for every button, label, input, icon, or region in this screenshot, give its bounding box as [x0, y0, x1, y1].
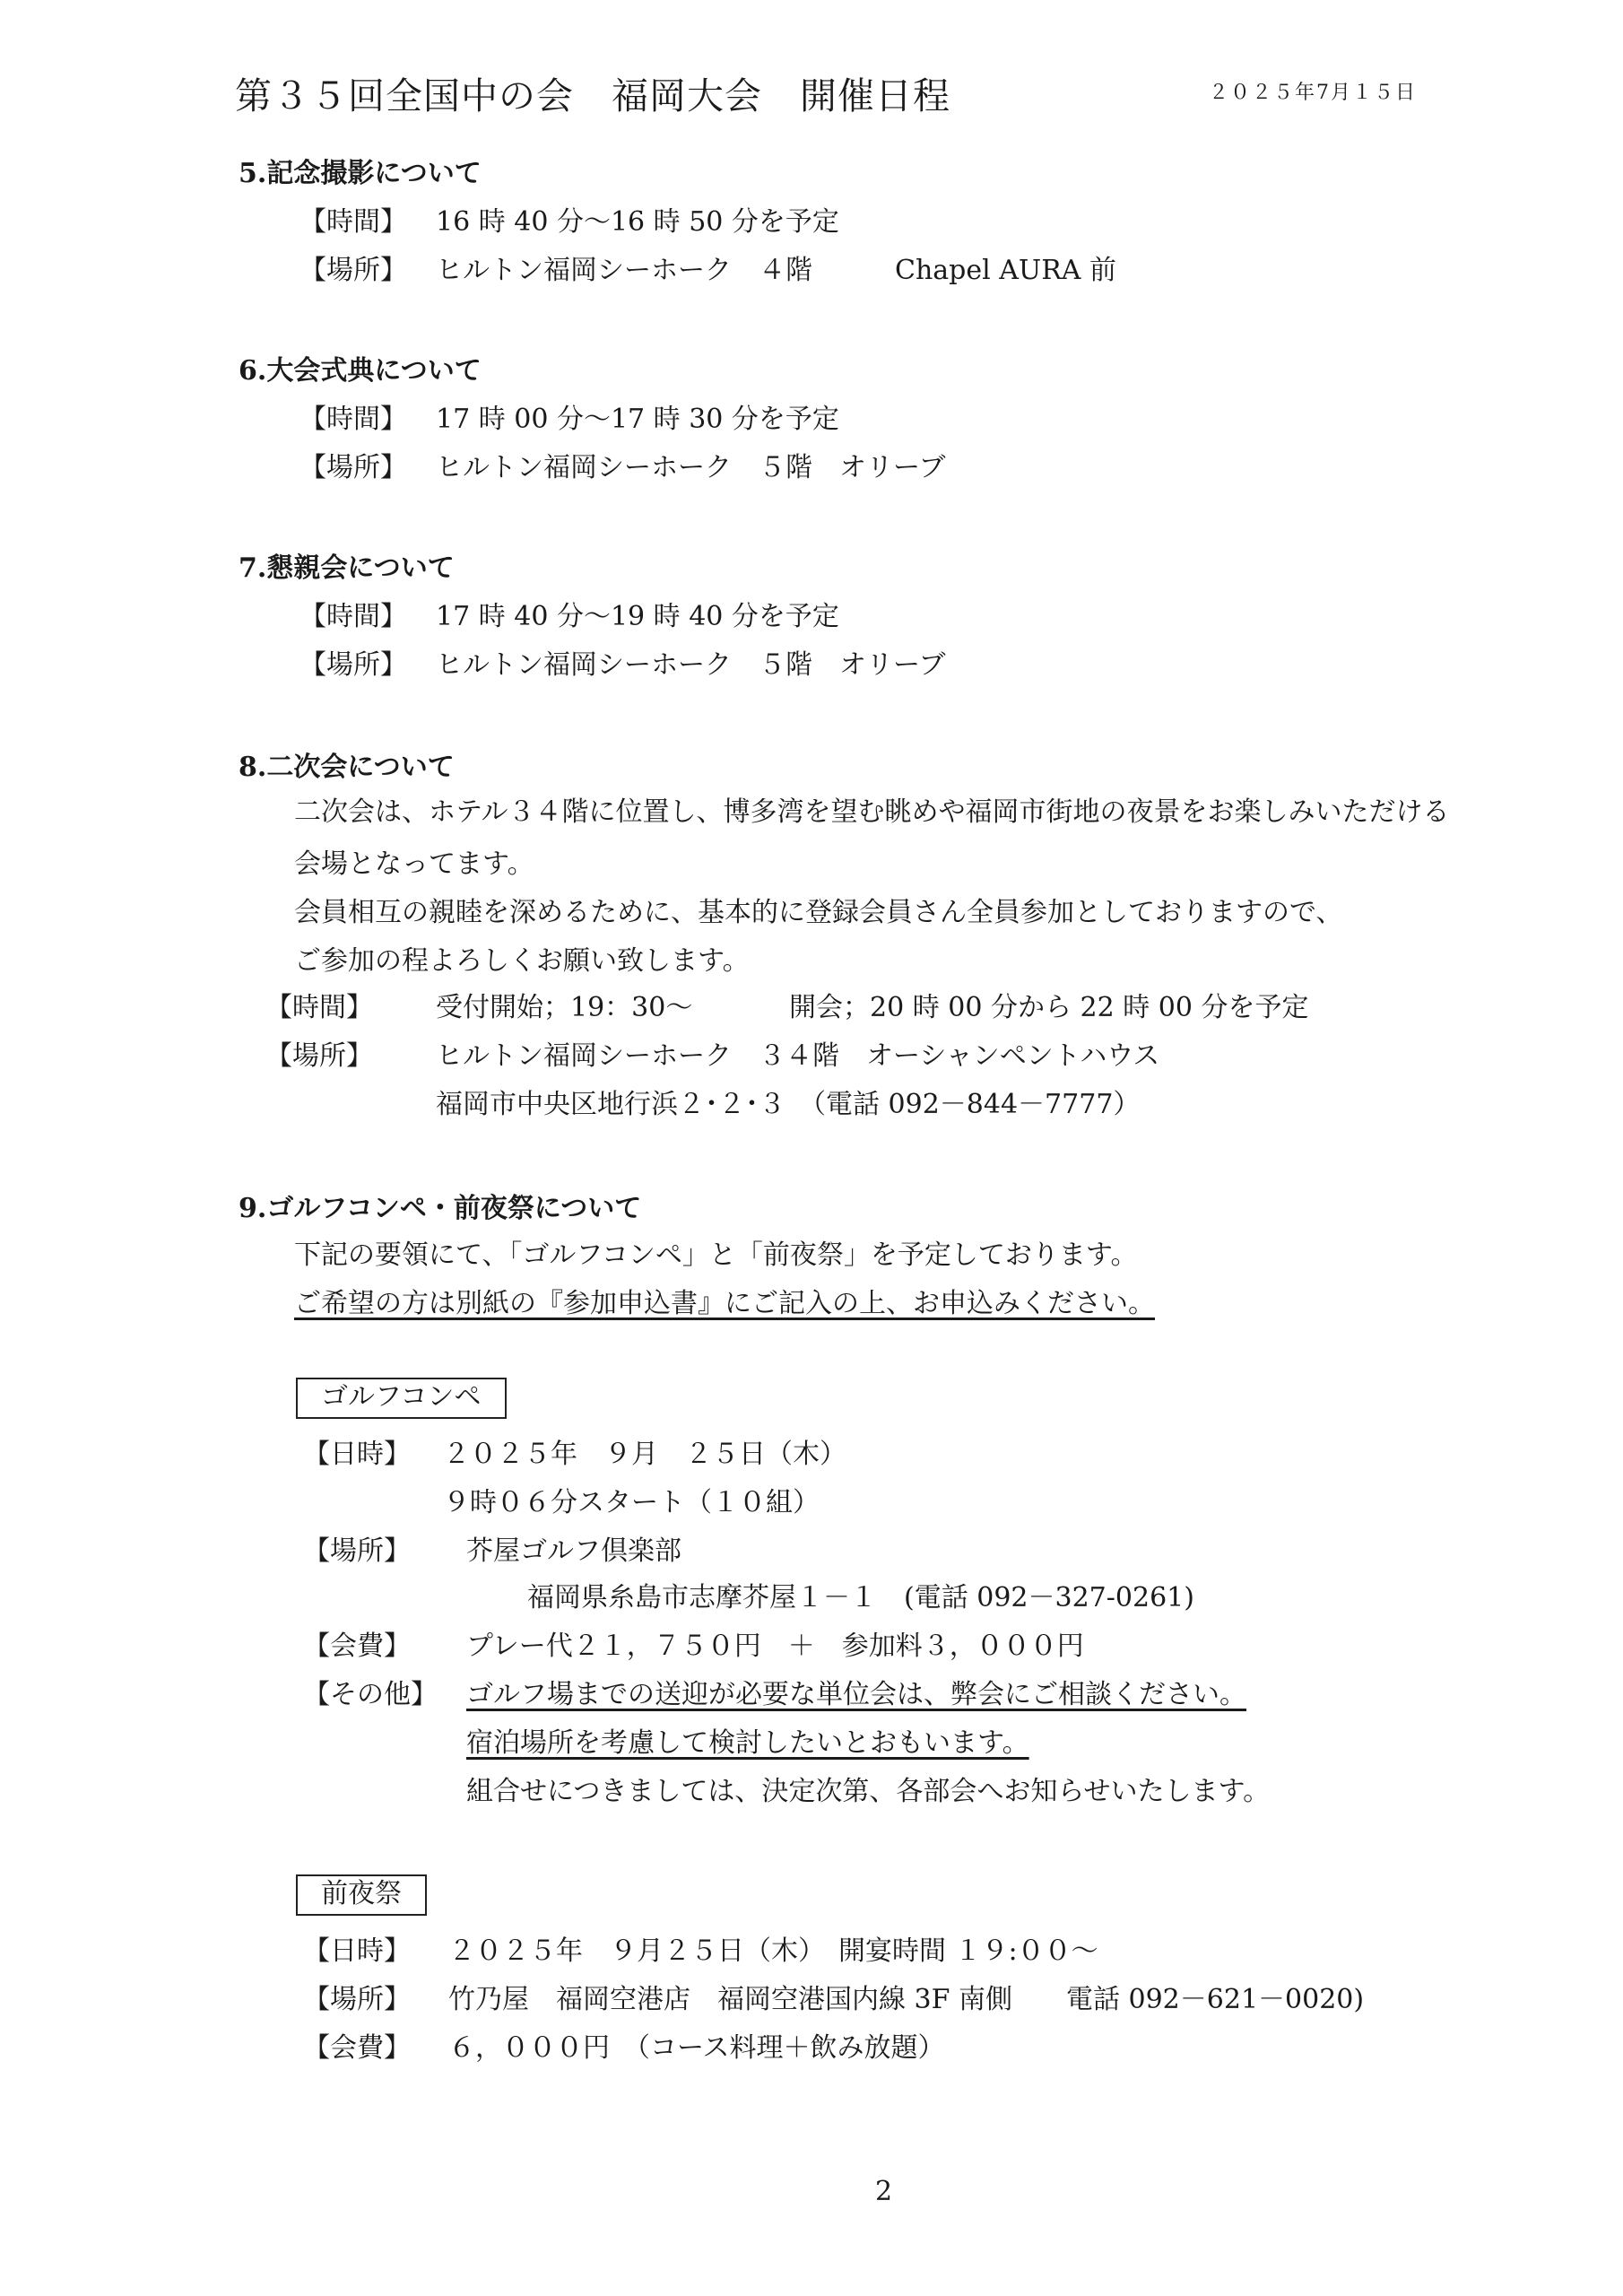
s8-address: 福岡市中央区地行浜２･２･３ （電話 092－844－7777）	[436, 1089, 1141, 1120]
golf-other-line-2: 宿泊場所を考慮して検討したいとおもいます。	[466, 1727, 1029, 1759]
s8-paragraph-line-2: 会場となってます。	[294, 848, 534, 880]
s8-paragraph-line-4: ご参加の程よろしくお願い致します。	[294, 945, 750, 977]
s5-time-label: 【時間】	[299, 206, 407, 238]
eve-party-box: 前夜祭	[296, 1874, 427, 1916]
document-title: 第３５回全国中の会 福岡大会 開催日程	[235, 74, 950, 117]
golf-date-label: 【日時】	[303, 1439, 411, 1470]
s7-place: ヒルトン福岡シーホーク ５階 オリーブ	[436, 649, 946, 681]
s7-place-label: 【場所】	[299, 649, 407, 681]
document-date: ２０２５年7月１５日	[1209, 82, 1417, 104]
section-6-heading: 6.大会式典について	[239, 355, 482, 387]
eve-date: ２０２５年 ９月２５日（木） 開宴時間 １９:００～	[448, 1935, 1098, 1967]
eve-place: 竹乃屋 福岡空港店 福岡空港国内線 3F 南側 電話 092－621－0020)	[448, 1984, 1365, 2015]
section-8-heading: 8.二次会について	[239, 752, 455, 783]
s5-place-label: 【場所】	[299, 255, 407, 286]
golf-fee: プレー代２１，７５０円 ＋ 参加料３，０００円	[466, 1631, 1084, 1662]
golf-compe-box: ゴルフコンペ	[296, 1378, 507, 1419]
eve-place-label: 【場所】	[303, 1984, 411, 2015]
section-5-heading: 5.記念撮影について	[239, 158, 482, 189]
golf-start: ９時０６分スタート（１０組）	[443, 1487, 820, 1518]
page-number: 2	[875, 2176, 893, 2207]
s8-time-reception: 受付開始；19：30～	[436, 992, 693, 1023]
s6-time: 17 時 00 分～17 時 30 分を予定	[436, 404, 839, 435]
eve-fee: ６，０００円 （コース料理＋飲み放題）	[448, 2032, 945, 2064]
golf-date: ２０２５年 ９月 ２５日（木）	[443, 1439, 846, 1470]
s6-place-label: 【場所】	[299, 452, 407, 483]
s6-time-label: 【時間】	[299, 404, 407, 435]
s5-place-room: Chapel AURA 前	[895, 255, 1116, 286]
golf-fee-label: 【会費】	[303, 1631, 411, 1662]
golf-place-label: 【場所】	[303, 1535, 411, 1567]
golf-other-line-3: 組合せにつきましては、決定次第、各部会へお知らせいたします。	[466, 1776, 1271, 1807]
s8-paragraph-line-1: 二次会は、ホテル３４階に位置し、博多湾を望む眺めや福岡市街地の夜景をお楽しみいただける	[294, 796, 1450, 828]
s5-time: 16 時 40 分～16 時 50 分を予定	[436, 206, 839, 238]
s8-place-label: 【場所】	[265, 1040, 373, 1072]
s8-place: ヒルトン福岡シーホーク ３４階 オーシャンペントハウス	[436, 1040, 1160, 1072]
eve-fee-label: 【会費】	[303, 2032, 411, 2064]
golf-address: 福岡県糸島市志摩芥屋１－１ (電話 092－327-0261)	[527, 1582, 1194, 1613]
golf-place: 芥屋ゴルフ倶楽部	[466, 1535, 681, 1567]
section-7-heading: 7.懇親会について	[239, 552, 455, 584]
s8-paragraph-line-3: 会員相互の親睦を深めるために、基本的に登録会員さん全員参加としておりますので、	[294, 897, 1343, 928]
section-9-heading: 9.ゴルフコンペ・前夜祭について	[239, 1193, 642, 1224]
s8-time-opening: 開会；20 時 00 分から 22 時 00 分を予定	[789, 992, 1309, 1023]
s7-time: 17 時 40 分～19 時 40 分を予定	[436, 601, 839, 632]
s7-time-label: 【時間】	[299, 601, 407, 632]
s5-place: ヒルトン福岡シーホーク ４階	[436, 255, 812, 286]
golf-other-line-1: ゴルフ場までの送迎が必要な単位会は、弊会にご相談ください。	[466, 1679, 1246, 1710]
s9-notice: ご希望の方は別紙の『参加申込書』にご記入の上、お申込みください。	[294, 1288, 1155, 1319]
eve-date-label: 【日時】	[303, 1935, 411, 1967]
s6-place: ヒルトン福岡シーホーク ５階 オリーブ	[436, 452, 946, 483]
golf-other-label: 【その他】	[303, 1679, 438, 1710]
s9-intro: 下記の要領にて、「ゴルフコンペ」と「前夜祭」を予定しております。	[294, 1239, 1138, 1271]
s8-time-label: 【時間】	[265, 992, 373, 1023]
